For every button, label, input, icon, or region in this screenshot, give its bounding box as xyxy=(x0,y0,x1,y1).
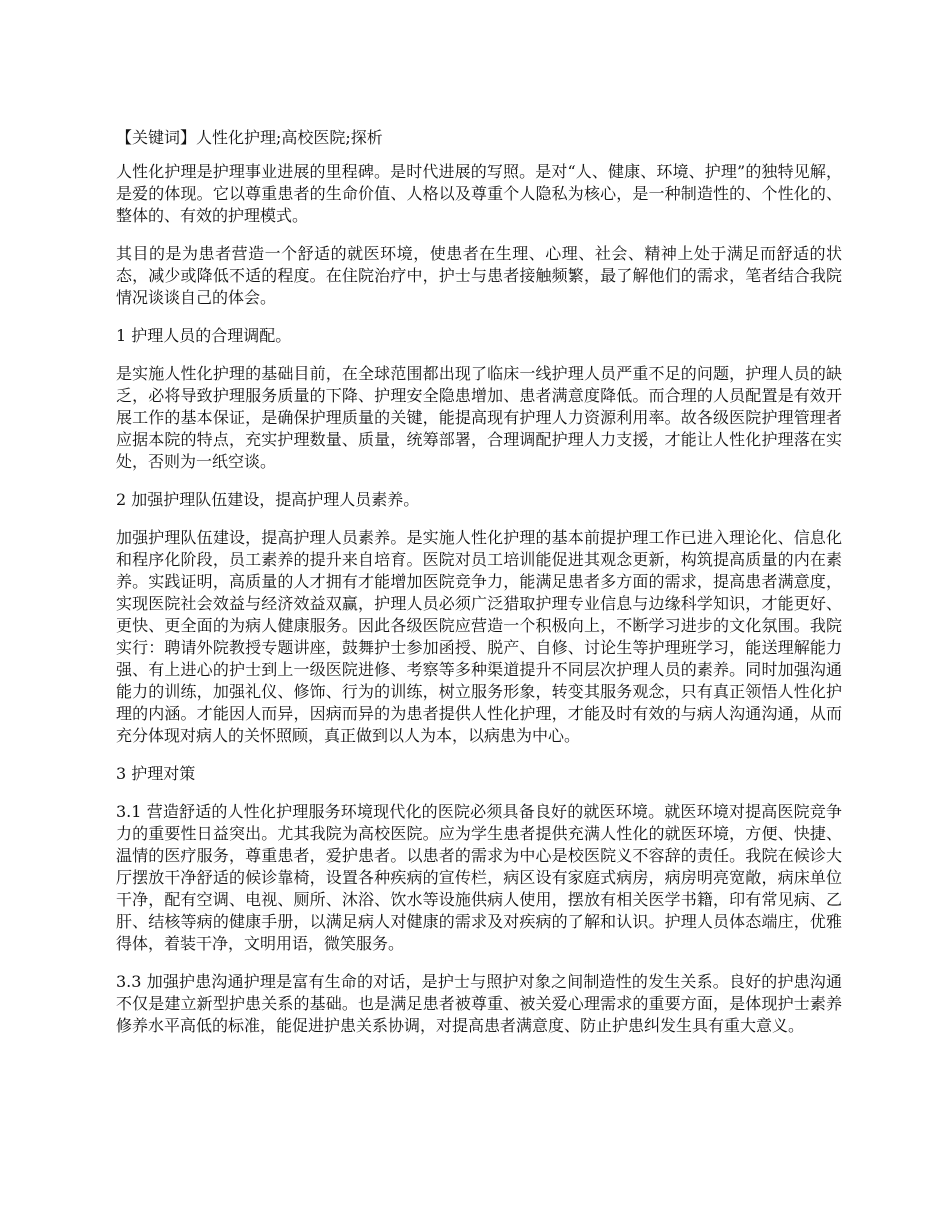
paragraph-communication: 3.3 加强护患沟通护理是富有生命的对话，是护士与照护对象之间制造性的发生关系。良好的护患沟通不仅是建立新型护患关系的基础。也是满足患者被尊重、被关爱心理需求的重要方面，是体现护士素养修养水平高低的标准，能促进护患关系协调，对提高患者满意度、防止护患纠发生具有重大意义。 xyxy=(116,972,842,1035)
section-heading-2: 2 加强护理队伍建设，提高护理人员素养。 xyxy=(116,490,420,509)
paragraph-team-building: 加强护理队伍建设，提高护理人员素养。是实施人性化护理的基本前提护理工作已进入理论化、信息化和程序化阶段，员工素养的提升来自培育。医院对员工培训能促进其观念更新，构筑提高质量的内在素养。实践证明，高质量的人才拥有才能增加医院竞争力，能满足患者多方面的需求，提高患者满意度，实现医院社会效益与经济效益双赢，护理人员必须广泛猎取护理专业信息与边缘科学知识，才能更好、更快、更全面的为病人健康服务。因此各级医院应营造一个积极向上，不断学习进步的文化氛围。我院实行：聘请外院教授专题讲座，鼓舞护士参加函授、脱产、自修、讨论生等护理班学习，能送理解能力强、有上进心的护士到上一级医院进修、考察等多种渠道提升不同层次护理人员的素养。同时加强沟通能力的训练，加强礼仪、修饰、行为的训练，树立服务形象，转变其服务观念，只有真正领悟人性化护理的内涵。才能因人而异，因病而异的为患者提供人性化护理，才能及时有效的与病人沟通沟通，从而充分体现对病人的关怀照顾，真正做到以人为本，以病患为中心。 xyxy=(116,528,842,745)
section-heading-3: 3 护理对策 xyxy=(116,764,196,783)
keywords-line: 【关键词】人性化护理;高校医院;探析 xyxy=(116,128,383,147)
paragraph-environment: 3.1 营造舒适的人性化护理服务环境现代化的医院必须具备良好的就医环境。就医环境对提高医院竞争力的重要性日益突出。尤其我院为高校医院。应为学生患者提供充满人性化的就医环境，方便、快捷、温情的医疗服务，尊重患者，爱护患者。以患者的需求为中心是校医院义不容辞的责任。我院在候诊大厅摆放干净舒适的候诊靠椅，设置各种疾病的宣传栏，病区设有家庭式病房，病房明亮宽敞，病床单位干净，配有空调、电视、厕所、沐浴、饮水等设施供病人使用，摆放有相关医学书籍，印有常见病、乙肝、结核等病的健康手册，以满足病人对健康的需求及对疾病的了解和认识。护理人员体态端庄，优雅得体，着装干净，文明用语，微笑服务。 xyxy=(116,802,842,953)
paragraph-staffing: 是实施人性化护理的基础目前，在全球范围都出现了临床一线护理人员严重不足的问题，护理人员的缺乏，必将导致护理服务质量的下降、护理安全隐患增加、患者满意度降低。而合理的人员配置是有效开展工作的基本保证，是确保护理质量的关键，能提高现有护理人力资源利用率。故各级医院护理管理者应据本院的特点，充实护理数量、质量，统筹部署，合理调配护理人力支援，才能让人性化护理落在实处，否则为一纸空谈。 xyxy=(116,364,842,471)
paragraph-intro: 人性化护理是护理事业进展的里程碑。是时代进展的写照。是对“人、健康、环境、护理”的独特见解，是爱的体现。它以尊重患者的生命价值、人格以及尊重个人隐私为核心，是一种制造性的、个性化的、整体的、有效的护理模式。 xyxy=(116,162,842,225)
paragraph-purpose: 其目的是为患者营造一个舒适的就医环境，使患者在生理、心理、社会、精神上处于满足而舒适的状态，减少或降低不适的程度。在住院治疗中，护士与患者接触频繁，最了解他们的需求，笔者结合我院情况谈谈自己的体会。 xyxy=(116,244,842,307)
section-heading-1: 1 护理人员的合理调配。 xyxy=(116,326,292,345)
document-body xyxy=(116,127,842,1053)
